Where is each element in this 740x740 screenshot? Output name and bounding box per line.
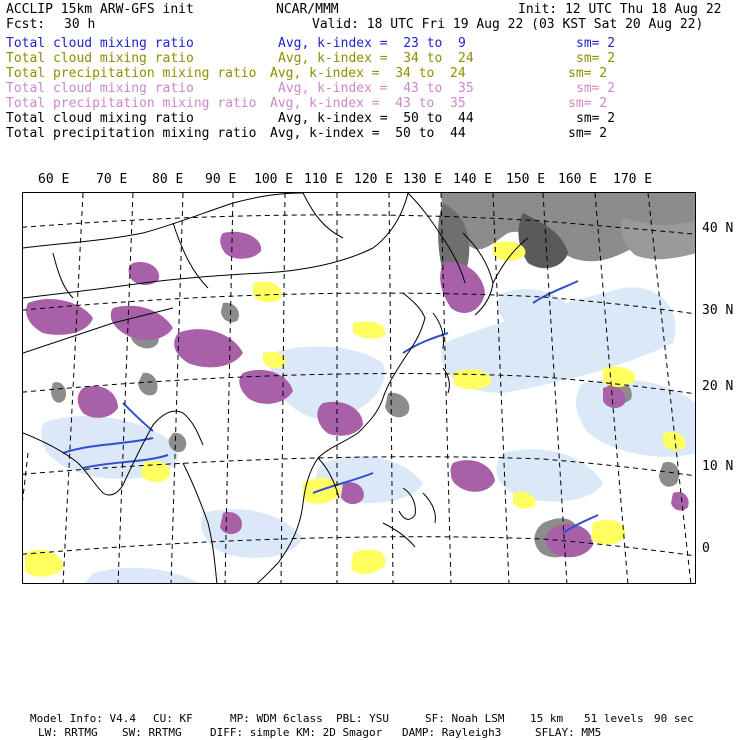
legend-sm: sm= 2 bbox=[576, 51, 616, 66]
legend-row bbox=[6, 111, 736, 126]
legend-sm: sm= 2 bbox=[568, 96, 608, 111]
init-time: Init: 12 UTC Thu 18 Aug 22 bbox=[518, 2, 722, 17]
legend-row bbox=[6, 126, 736, 141]
legend-row bbox=[6, 36, 736, 51]
footer-diff: DIFF: simple KM: 2D Smagor bbox=[210, 726, 383, 739]
legend-avg: Avg, k-index = 43 to 35 bbox=[270, 96, 466, 111]
legend-avg: Avg, k-index = 34 to 24 bbox=[278, 51, 474, 66]
footer-pbl: PBL: YSU bbox=[336, 712, 389, 725]
legend-row bbox=[6, 51, 736, 66]
legend-avg: Avg, k-index = 34 to 24 bbox=[270, 66, 466, 81]
legend-avg: Avg, k-index = 50 to 44 bbox=[278, 111, 474, 126]
footer-lw: LW: RRTMG bbox=[38, 726, 98, 739]
legend-field: Total precipitation mixing ratio bbox=[6, 126, 257, 141]
lon-label: 140 E bbox=[453, 172, 493, 187]
lon-label: 80 E bbox=[152, 172, 184, 187]
footer-cu: CU: KF bbox=[153, 712, 193, 725]
lat-label: 20 N bbox=[702, 379, 734, 394]
lon-label: 90 E bbox=[205, 172, 237, 187]
lat-label: 40 N bbox=[702, 221, 734, 236]
lon-label: 120 E bbox=[354, 172, 394, 187]
lon-label: 170 E bbox=[613, 172, 653, 187]
lat-label: 0 bbox=[702, 541, 710, 556]
lon-label: 100 E bbox=[254, 172, 294, 187]
forecast-hour: 30 h bbox=[64, 17, 96, 32]
lat-label: 10 N bbox=[702, 459, 734, 474]
legend-avg: Avg, k-index = 23 to 9 bbox=[278, 36, 466, 51]
lon-label: 70 E bbox=[96, 172, 128, 187]
lon-label: 110 E bbox=[304, 172, 344, 187]
lon-label: 60 E bbox=[38, 172, 70, 187]
legend-row bbox=[6, 66, 736, 81]
legend-avg: Avg, k-index = 50 to 44 bbox=[270, 126, 466, 141]
lon-label: 150 E bbox=[506, 172, 546, 187]
footer-sflay: SFLAY: MM5 bbox=[535, 726, 602, 739]
legend-sm: sm= 2 bbox=[576, 81, 616, 96]
valid-time: Valid: 18 UTC Fri 19 Aug 22 (03 KST Sat 20 Aug 22) bbox=[312, 17, 704, 32]
legend-field: Total precipitation mixing ratio bbox=[6, 66, 257, 81]
lon-label: 130 E bbox=[403, 172, 443, 187]
footer-levels: 51 levels bbox=[584, 712, 644, 725]
footer-sf: SF: Noah LSM bbox=[425, 712, 505, 725]
lon-label: 160 E bbox=[558, 172, 598, 187]
legend-sm: sm= 2 bbox=[576, 111, 616, 126]
legend-sm: sm= 2 bbox=[568, 66, 608, 81]
forecast-label: Fcst: bbox=[6, 17, 46, 32]
map-panel bbox=[22, 192, 696, 584]
center-label: NCAR/MMM bbox=[276, 2, 339, 17]
legend-field: Total precipitation mixing ratio bbox=[6, 96, 257, 111]
legend-row bbox=[6, 81, 736, 96]
footer-model-version: Model Info: V4.4 bbox=[30, 712, 136, 725]
footer-damp: DAMP: Rayleigh3 bbox=[402, 726, 502, 739]
footer-resolution: 15 km bbox=[530, 712, 564, 725]
map-title: ACCLIP 15km ARW-GFS init bbox=[6, 2, 194, 17]
legend-field: Total cloud mixing ratio bbox=[6, 36, 194, 51]
footer-timestep: 90 sec bbox=[654, 712, 694, 725]
legend-avg: Avg, k-index = 43 to 35 bbox=[278, 81, 474, 96]
legend-field: Total cloud mixing ratio bbox=[6, 111, 194, 126]
legend-sm: sm= 2 bbox=[568, 126, 608, 141]
legend-field: Total cloud mixing ratio bbox=[6, 81, 194, 96]
map-canvas bbox=[23, 193, 696, 584]
legend-row bbox=[6, 96, 736, 111]
lat-label: 30 N bbox=[702, 303, 734, 318]
footer-sw: SW: RRTMG bbox=[122, 726, 182, 739]
legend-field: Total cloud mixing ratio bbox=[6, 51, 194, 66]
legend-sm: sm= 2 bbox=[576, 36, 616, 51]
footer-mp: MP: WDM 6class bbox=[230, 712, 323, 725]
